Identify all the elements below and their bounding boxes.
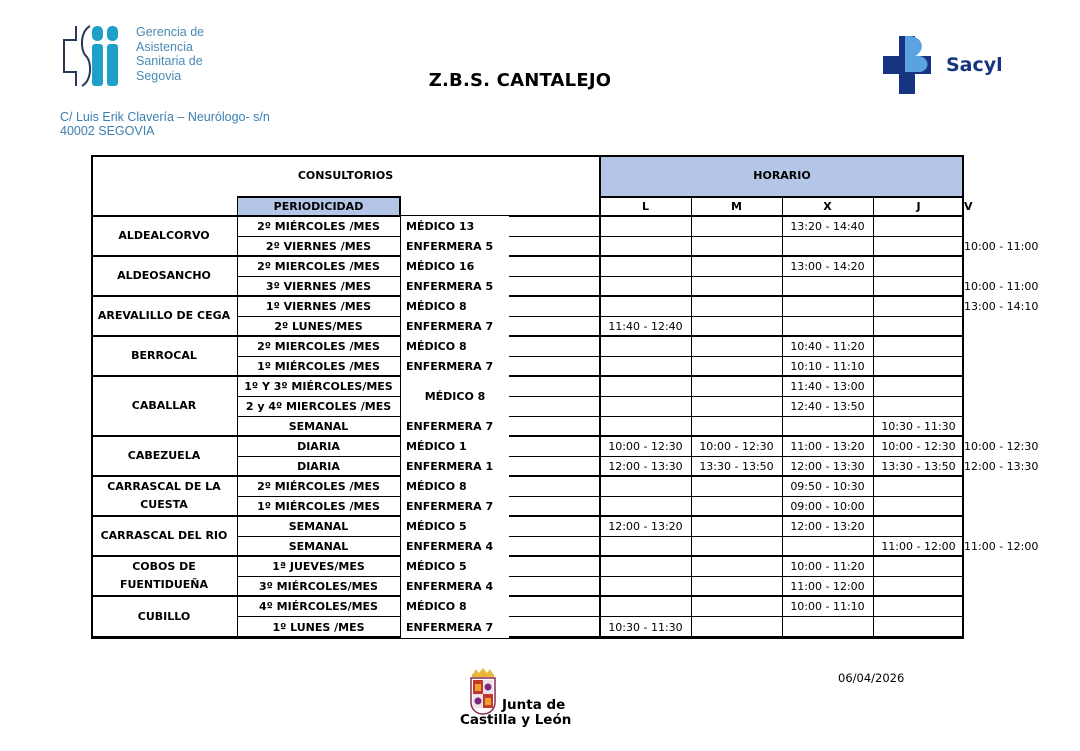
schedule-cell-J <box>873 476 964 496</box>
periodicity-cell: 2 y 4º MIERCOLES /MES <box>245 399 392 413</box>
consultorio-name-line: CUESTA <box>140 498 188 511</box>
schedule-cell-X: 12:00 - 13:20 <box>790 519 865 533</box>
schedule-cell-J <box>873 356 964 376</box>
schedule-cell-M: 13:30 - 13:50 <box>699 459 774 473</box>
staff-cell: MÉDICO 1 <box>400 436 509 456</box>
schedule-cell-M <box>691 376 782 396</box>
schedule-cell-J: 10:30 - 11:30 <box>881 419 956 433</box>
periodicity-cell: 1º Y 3º MIÉRCOLES/MES <box>244 379 393 393</box>
periodicity-cell: DIARIA <box>297 439 340 453</box>
staff-cell: MÉDICO 5 <box>400 516 509 536</box>
schedule-cell-M <box>691 296 782 316</box>
staff-cell: MÉDICO 8 <box>400 376 509 416</box>
schedule-cell-L <box>600 476 691 496</box>
staff-cell: MÉDICO 8 <box>400 476 509 496</box>
staff-cell: ENFERMERA 5 <box>400 276 509 296</box>
horario-header: HORARIO <box>600 155 964 196</box>
schedule-cell-J <box>873 256 964 276</box>
consultorio-name: CUBILLO <box>137 610 191 623</box>
schedule-cell-J: 13:30 - 13:50 <box>881 459 956 473</box>
schedule-cell-J <box>873 516 964 536</box>
periodicity-cell: 1ª JUEVES/MES <box>272 559 365 573</box>
staff-cell: MÉDICO 16 <box>400 256 509 276</box>
schedule-cell-L <box>600 276 691 296</box>
table-border-bottom <box>91 636 964 638</box>
schedule-cell-L <box>600 496 691 516</box>
schedule-cell-J <box>873 596 964 616</box>
staff-cell: MÉDICO 8 <box>400 596 509 616</box>
schedule-cell-M <box>691 236 782 256</box>
schedule-cell-L <box>600 356 691 376</box>
periodicity-cell: 2º MIERCOLES /MES <box>257 259 380 273</box>
schedule-cell-X: 11:40 - 13:00 <box>790 379 865 393</box>
schedule-cell-L: 10:30 - 11:30 <box>608 620 683 634</box>
junta-text-line1: Junta de <box>502 697 566 713</box>
address-city: 40002 SEGOVIA <box>60 123 155 138</box>
staff-cell: MÉDICO 8 <box>400 336 509 356</box>
schedule-cell-J: 11:00 - 12:00 <box>881 539 956 553</box>
gas-segovia-text <box>136 25 204 83</box>
schedule-cell-L <box>600 236 691 256</box>
schedule-cell-X <box>782 536 873 556</box>
consultorio-name: BERROCAL <box>131 349 197 362</box>
schedule-cell-X: 11:00 - 13:20 <box>790 439 865 453</box>
address <box>60 111 270 138</box>
schedule-cell-M <box>691 616 782 638</box>
schedule-cell-J <box>873 216 964 236</box>
schedule-cell-X <box>782 236 873 256</box>
periodicity-cell: 4º MIÉRCOLES/MES <box>259 599 378 613</box>
junta-castilla-leon-coat-of-arms <box>468 668 498 716</box>
consultorio-name: ALDEOSANCHO <box>117 269 211 282</box>
consultorio-name-line: CARRASCAL DE LA <box>107 480 221 493</box>
schedule-cell-J <box>873 616 964 638</box>
schedule-cell-X: 12:00 - 13:30 <box>790 459 865 473</box>
table-border-top <box>91 155 964 157</box>
periodicity-cell: 2º MIÉRCOLES /MES <box>257 479 380 493</box>
col-divider <box>782 196 783 638</box>
consultorio-name: CABEZUELA <box>127 449 201 462</box>
schedule-cell-V: 13:00 - 14:10 <box>964 299 1039 313</box>
staff-cell: ENFERMERA 1 <box>400 456 509 476</box>
schedule-cell-J <box>873 496 964 516</box>
periodicity-cell: 2º LUNES/MES <box>274 319 363 333</box>
consultorio-name: ALDEALCORVO <box>118 229 210 242</box>
schedule-cell-L: 10:00 - 12:30 <box>608 439 683 453</box>
schedule-cell-X: 10:10 - 11:10 <box>790 359 865 373</box>
periodicity-cell: 2º MIERCOLES /MES <box>257 339 380 353</box>
schedule-cell-L <box>600 256 691 276</box>
day-header-J: J <box>916 199 921 213</box>
consultorios-header: CONSULTORIOS <box>297 169 394 182</box>
schedule-cell-L <box>600 396 691 416</box>
schedule-cell-V: 10:00 - 12:30 <box>964 439 1039 453</box>
schedule-cell-X: 10:00 - 11:10 <box>790 599 865 613</box>
address-street: C/ Luis Erik Clavería – Neurólogo- s/n <box>60 110 270 124</box>
periodicity-cell: DIARIA <box>297 459 340 473</box>
day-header-L: L <box>641 199 649 213</box>
table-border-left <box>91 155 93 638</box>
periodicidad-border <box>399 196 401 216</box>
consultorio-name: CABALLAR <box>131 399 197 412</box>
sacyl-wordmark: Sacyl <box>946 54 1003 76</box>
col-divider <box>873 196 874 638</box>
schedule-cell-L <box>600 556 691 576</box>
col-divider <box>237 216 238 638</box>
schedule-cell-X <box>782 276 873 296</box>
header-bottom <box>91 215 964 217</box>
schedule-cell-J <box>873 376 964 396</box>
document-date: 06/04/2026 <box>838 671 905 685</box>
consultorio-name: CARRASCAL DEL RIO <box>100 529 228 542</box>
staff-cell: ENFERMERA 7 <box>400 496 509 516</box>
schedule-cell-M <box>691 596 782 616</box>
sacyl-logo <box>883 34 933 96</box>
org-name-line: Segovia <box>136 68 182 83</box>
periodicity-cell: 3º VIERNES /MES <box>265 279 372 293</box>
periodicity-cell: 1º MIÉRCOLES /MES <box>257 499 380 513</box>
consultorio-name <box>91 556 237 596</box>
schedule-cell-J <box>873 576 964 596</box>
schedule-cell-X: 09:00 - 10:00 <box>790 499 865 513</box>
schedule-cell-M <box>691 496 782 516</box>
schedule-cell-L <box>600 336 691 356</box>
schedule-cell-V: 12:00 - 13:30 <box>964 459 1039 473</box>
schedule-cell-J <box>873 396 964 416</box>
periodicity-cell: 2º VIERNES /MES <box>265 239 372 253</box>
section-divider <box>599 155 601 638</box>
schedule-cell-X: 13:20 - 14:40 <box>790 219 865 233</box>
schedule-cell-X: 11:00 - 12:00 <box>790 579 865 593</box>
schedule-cell-V: 10:00 - 11:00 <box>964 239 1039 253</box>
periodicity-cell: 1º VIERNES /MES <box>265 299 372 313</box>
schedule-cell-M <box>691 416 782 436</box>
staff-cell: ENFERMERA 5 <box>400 236 509 256</box>
schedule-cell-J <box>873 316 964 336</box>
schedule-cell-L: 11:40 - 12:40 <box>608 319 683 333</box>
staff-cell: ENFERMERA 7 <box>400 356 509 376</box>
schedule-cell-L: 12:00 - 13:20 <box>608 519 683 533</box>
periodicity-cell: SEMANAL <box>288 539 349 553</box>
schedule-cell-M <box>691 556 782 576</box>
schedule-cell-V: 11:00 - 12:00 <box>964 539 1039 553</box>
schedule-cell-J: 10:00 - 12:30 <box>881 439 956 453</box>
col-divider <box>691 196 692 638</box>
schedule-cell-X: 10:00 - 11:20 <box>790 559 865 573</box>
schedule-cell-X: 09:50 - 10:30 <box>790 479 865 493</box>
periodicity-cell: 1º LUNES /MES <box>272 620 365 634</box>
schedule-cell-X <box>782 616 873 638</box>
periodicidad-border <box>237 196 238 216</box>
schedule-cell-L <box>600 536 691 556</box>
schedule-cell-X <box>782 296 873 316</box>
periodicidad-header: PERIODICIDAD <box>237 196 400 216</box>
schedule-cell-M <box>691 516 782 536</box>
day-header-M: M <box>731 199 742 213</box>
schedule-cell-M <box>691 536 782 556</box>
junta-text-line2: Castilla y León <box>460 712 572 728</box>
page-title: Z.B.S. CANTALEJO <box>428 70 612 91</box>
schedule-cell-J <box>873 556 964 576</box>
schedule-table <box>91 155 1039 638</box>
schedule-cell-L <box>600 296 691 316</box>
staff-cell: MÉDICO 8 <box>400 296 509 316</box>
staff-cell: ENFERMERA 7 <box>400 316 509 336</box>
schedule-cell-X <box>782 416 873 436</box>
schedule-cell-M <box>691 216 782 236</box>
periodicity-cell: SEMANAL <box>288 419 349 433</box>
schedule-cell-X <box>782 316 873 336</box>
staff-cell: MÉDICO 5 <box>400 556 509 576</box>
day-header-X: X <box>823 199 832 213</box>
table-border-right <box>962 155 964 638</box>
staff-cell: MÉDICO 13 <box>400 216 509 236</box>
schedule-cell-M <box>691 356 782 376</box>
org-name-line: Gerencia de <box>136 25 205 39</box>
consultorio-name-line: FUENTIDUEÑA <box>119 578 209 591</box>
org-name-line: Asistencia <box>136 39 193 54</box>
schedule-cell-J <box>873 236 964 256</box>
schedule-cell-L <box>600 576 691 596</box>
day-header-V: V <box>964 199 973 213</box>
schedule-cell-L <box>600 376 691 396</box>
schedule-cell-L: 12:00 - 13:30 <box>608 459 683 473</box>
schedule-cell-X: 13:00 - 14:20 <box>790 259 865 273</box>
schedule-cell-M <box>691 396 782 416</box>
schedule-cell-M <box>691 316 782 336</box>
staff-cell: ENFERMERA 7 <box>400 416 509 436</box>
schedule-cell-M <box>691 476 782 496</box>
consultorio-name <box>91 476 237 516</box>
schedule-cell-L <box>600 596 691 616</box>
schedule-cell-L <box>600 416 691 436</box>
periodicidad-border <box>237 196 400 198</box>
schedule-cell-X: 10:40 - 11:20 <box>790 339 865 353</box>
periodicity-cell: 3º MIÉRCOLES/MES <box>259 579 378 593</box>
gas-segovia-logo <box>60 22 122 90</box>
schedule-cell-J <box>873 336 964 356</box>
staff-cell: ENFERMERA 4 <box>400 536 509 556</box>
staff-cell: ENFERMERA 4 <box>400 576 509 596</box>
schedule-cell-M <box>691 576 782 596</box>
schedule-cell-M <box>691 336 782 356</box>
schedule-cell-X: 12:40 - 13:50 <box>790 399 865 413</box>
staff-cell: ENFERMERA 7 <box>400 616 509 638</box>
periodicity-cell: 2º MIÉRCOLES /MES <box>257 219 380 233</box>
schedule-cell-J <box>873 296 964 316</box>
schedule-cell-J <box>873 276 964 296</box>
header-divider <box>600 196 964 198</box>
schedule-cell-V: 10:00 - 11:00 <box>964 279 1039 293</box>
periodicity-cell: 1º MIÉRCOLES /MES <box>257 359 380 373</box>
schedule-cell-M <box>691 256 782 276</box>
schedule-cell-M: 10:00 - 12:30 <box>699 439 774 453</box>
periodicity-cell: SEMANAL <box>288 519 349 533</box>
schedule-cell-L <box>600 216 691 236</box>
consultorio-name: AREVALILLO DE CEGA <box>97 309 231 322</box>
org-name-line: Sanitaria de <box>136 54 203 68</box>
consultorio-name-line: COBOS DE <box>132 560 196 573</box>
schedule-cell-M <box>691 276 782 296</box>
